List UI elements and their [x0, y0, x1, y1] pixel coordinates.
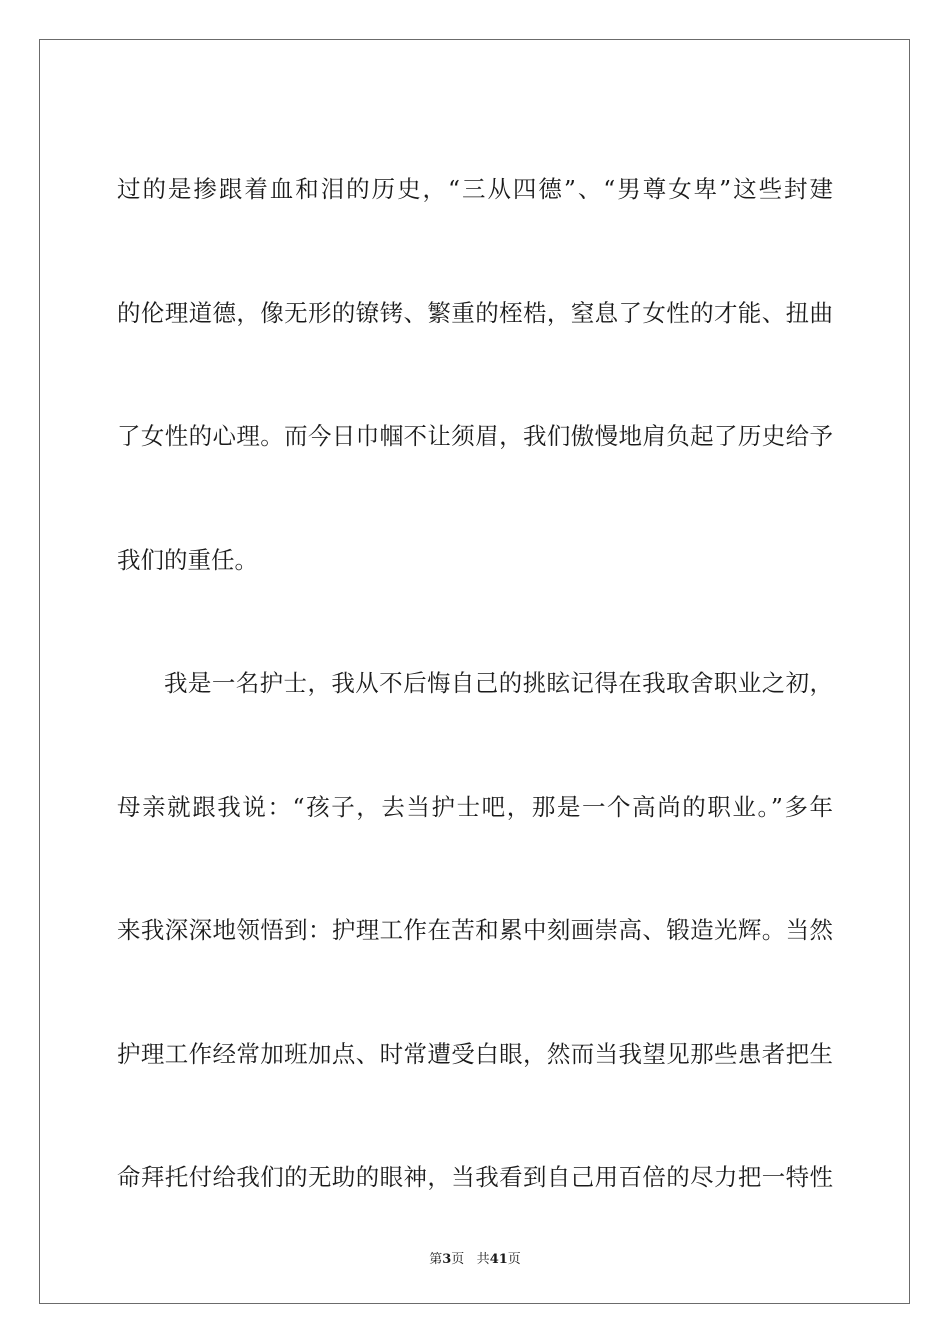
total-suffix: 页	[507, 1252, 521, 1267]
text-line: 命拜托付给我们的无助的眼神，当我看到自己用百倍的尽力把一特性	[117, 1163, 833, 1191]
document-body	[117, 128, 833, 1240]
page-prefix: 第	[429, 1252, 443, 1267]
text-line: 的伦理道德，像无形的镣铐、繁重的桎梏，窒息了女性的才能、扭曲	[117, 298, 833, 327]
page-number: 3	[442, 1252, 452, 1267]
text-line: 我们的重任。	[117, 545, 258, 574]
page-suffix: 页	[451, 1252, 465, 1267]
text-line: 母亲就跟我说：“孩子，去当护士吧，那是一个高尚的职业。”多年	[117, 792, 833, 821]
total-pages: 41	[489, 1252, 508, 1267]
text-line: 了女性的心理。而今日巾帼不让须眉，我们傲慢地肩负起了历史给予	[117, 422, 833, 450]
text-line: 来我深深地领悟到：护理工作在苦和累中刻画崇高、锻造光辉。当然	[117, 916, 833, 944]
total-prefix: 共	[476, 1252, 490, 1267]
page-footer	[0, 1248, 950, 1267]
text-line: 过的是掺跟着血和泪的历史，“三从四德”、“男尊女卑”这些封建	[117, 175, 833, 203]
text-line: 护理工作经常加班加点、时常遭受白眼，然而当我望见那些患者把生	[117, 1039, 833, 1068]
text-line: 我是一名护士，我从不后悔自己的挑眩记得在我取舍职业之初，	[164, 669, 833, 697]
